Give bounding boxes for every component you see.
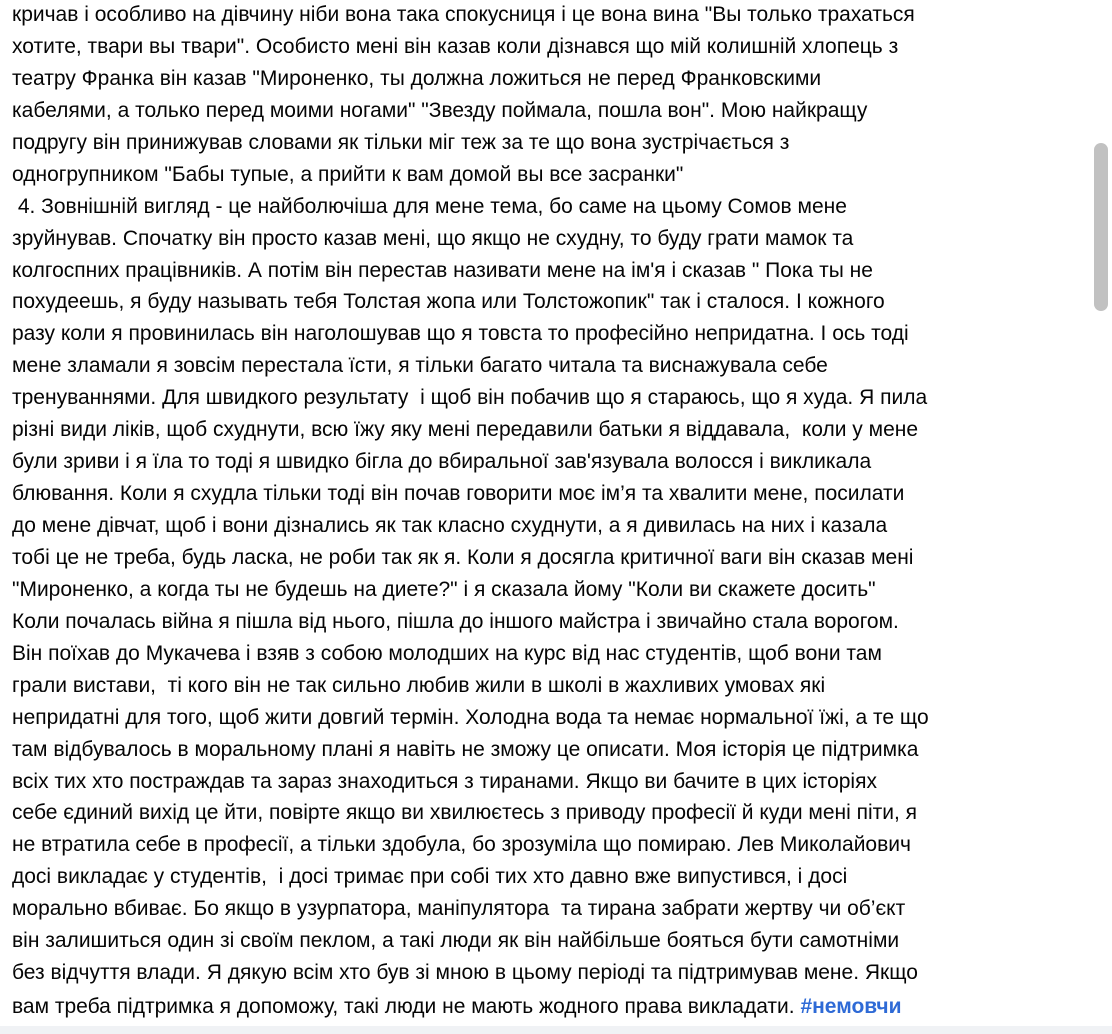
post-line: театру Франка він казав "Мироненко, ты должна ложиться не перед Франковскими (12, 66, 822, 90)
post-line: без відчуття влади. Я дякую всім хто був зі мною в цьому періоді та підтримував мене. Якщо (12, 961, 918, 985)
post-line: кабелями, а только перед моими ногами" "Звезду поймала, пошла вон". Мою найкращу (12, 98, 868, 122)
post-line: морально вбиває. Бо якщо в узурпатора, маніпулятора та тирана забрати жертву чи об’єкт (12, 897, 906, 921)
divider (0, 1026, 1112, 1034)
post-line: Коли почалась війна я пішла від нього, пішла до іншого майстра і звичайно стала ворогом. (12, 609, 899, 633)
post-line: не втратила себе в професії, а тільки здобула, бо зрозуміла що помираю. Лев Миколайович (12, 833, 911, 857)
post-text (12, 0, 1087, 989)
post-line: тобі це не треба, будь ласка, не роби так як я. Коли я досягла критичної ваги він сказав мені (12, 545, 914, 569)
post-line: подругу він принижував словами як тільки міг теж за те що вона зустрічається з (12, 130, 790, 154)
post-line: він залишиться один зі своїм пеклом, а такі люди як він найбільше бояться бути самотніми (12, 929, 900, 953)
post-line: всіх тих хто постраждав та зараз знаходиться з тиранами. Якщо ви бачите в цих історіях (12, 769, 877, 793)
post-line: хотите, твари вы твари". Особисто мені він казав коли дізнався що мій колишній хлопець з (12, 34, 899, 58)
post-line: зруйнував. Спочатку він просто казав мені, що якщо не схудну, то буду грати мамок та (12, 226, 854, 250)
post-line: 4. Зовнішній вигляд - це найболючіша для мене тема, бо саме на цьому Сомов мене (12, 194, 847, 218)
post-last-line (12, 991, 902, 1023)
post-line: досі викладає у студентів, і досі тримає при собі тих хто давно вже випустився, і досі (12, 865, 848, 889)
post-line: там відбувалось в моральному плані я навіть не зможу це описати. Моя історія це підтримка (12, 737, 919, 761)
post-line: грали вистави, ті кого він не так сильно любив жили в школі в жахливих умовах які (12, 673, 826, 697)
post-line: непридатні для того, щоб жити довгий термін. Холодна вода та немає нормальної їжі, а те що (12, 705, 929, 729)
post-line: колгоспних працівників. А потім він перестав називати мене на ім'я і сказав " Пока ты не (12, 258, 873, 282)
post-line: Він поїхав до Мукачева і взяв з собою молодших на курс від нас студентів, щоб вони там (12, 641, 882, 665)
post-line: різні види ліків, щоб схуднути, всю їжу яку мені передавили батьки я віддавала, коли у мене (12, 418, 919, 442)
post-line: похудеешь, я буду называть тебя Толстая жопа или Толстожопик" так і сталося. І кожного (12, 290, 885, 314)
post-line: себе єдиний вихід це йти, повірте якщо ви хвилюєтесь з приводу професії й куди мені піти, я (12, 801, 918, 825)
post-line: блювання. Коли я схудла тільки тоді він почав говорити моє ім’я та хвалити мене, посилати (12, 482, 905, 506)
post-line: були зриви і я їла то тоді я швидко бігла до вбиральної зав'язувала волосся і викликала (12, 450, 872, 474)
post-line: "Мироненко, а когда ты не будешь на диете?" і я сказала йому "Коли ви скажете досить" (12, 577, 876, 601)
post-line: до мене дівчат, щоб і вони дізнались як так класно схуднути, а я дивилась на них і казала (12, 514, 888, 537)
post-line: разу коли я провинилась він наголошував що я товста то професійно непридатна. І ось тоді (12, 322, 909, 346)
post-line: одногрупником "Бабы тупые, а прийти к вам домой вы все засранки" (12, 162, 684, 186)
hashtag-link[interactable]: #немовчи (800, 995, 902, 1018)
post-line: кричав і особливо на дівчину ніби вона така спокусниця і це вона вина "Вы только трахаться (12, 3, 915, 26)
post-line: тренуваннями. Для швидкого результату і щоб він побачив що я стараюсь, що я худа. Я пила (12, 386, 928, 410)
scrollbar-thumb[interactable] (1094, 143, 1108, 311)
post-line: мене зламали я зовсім перестала їсти, я тільки багато читала та виснажувала себе (12, 354, 828, 378)
post-line-text: вам треба підтримка я допоможу, такі люди не мають жодного права викладати. (12, 995, 801, 1018)
